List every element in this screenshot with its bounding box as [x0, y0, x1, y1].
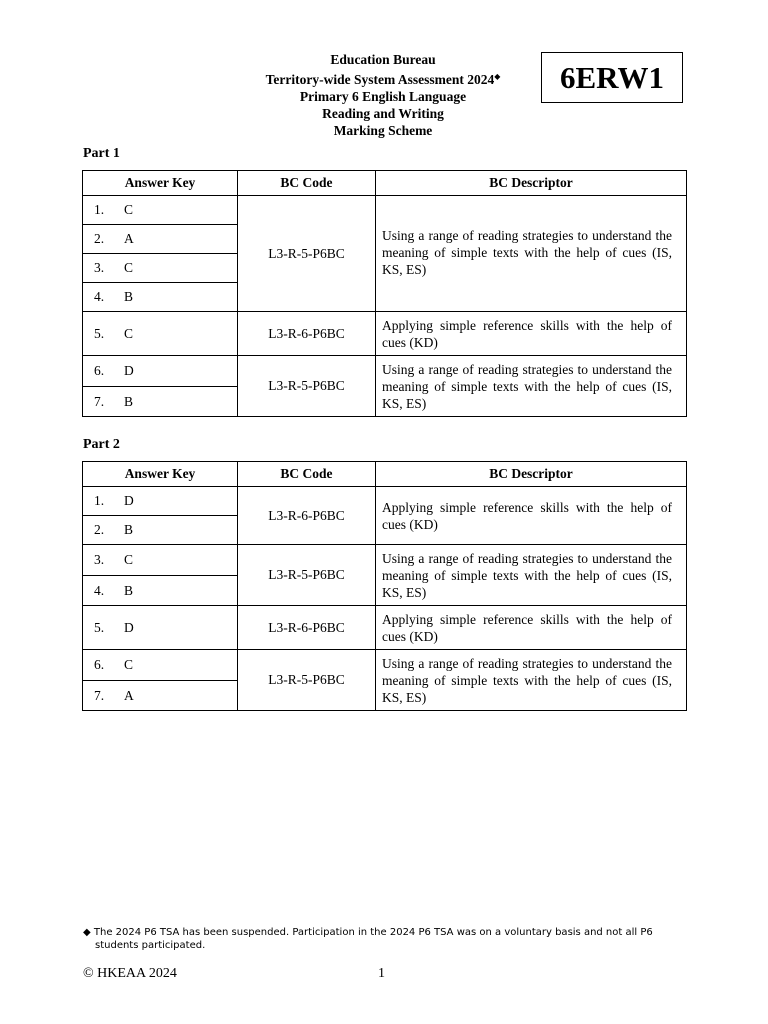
bc-descriptor-cell: Using a range of reading strategies to understand the meaning of simple texts with the help of cues (IS, KS, ES) — [376, 356, 687, 417]
answer-key-cell — [83, 225, 238, 254]
header-line-paper: Reading and Writing — [322, 106, 444, 121]
question-number: 2. — [94, 231, 105, 246]
answer-key-cell — [83, 312, 238, 356]
answer-key-cell — [83, 516, 238, 545]
bc-code-cell: L3-R-5-P6BC — [238, 545, 376, 606]
part1-header-row — [83, 171, 687, 196]
answer-key-cell — [83, 606, 238, 650]
header-line-doc-type: Marking Scheme — [333, 123, 433, 138]
answer-letter: C — [124, 325, 134, 341]
answer-letter: D — [124, 363, 134, 378]
answer-key-cell — [83, 356, 238, 387]
question-number: 7. — [94, 687, 105, 703]
bc-code-cell: L3-R-5-P6BC — [238, 650, 376, 711]
bc-code-cell: L3-R-6-P6BC — [238, 312, 376, 356]
answer-letter: B — [124, 289, 134, 304]
document-header — [200, 51, 566, 139]
answer-letter: C — [124, 657, 134, 672]
col-header-bc-code: BC Code — [238, 171, 376, 196]
part2-header-row — [83, 462, 687, 487]
bc-descriptor-cell: Using a range of reading strategies to understand the meaning of simple texts with the help of cues (IS, KS, ES) — [376, 196, 687, 312]
bc-descriptor-cell: Applying simple reference skills with the help of cues (KD) — [376, 487, 687, 545]
bc-descriptor-cell: Applying simple reference skills with the help of cues (KD) — [376, 606, 687, 650]
part1-heading: Part 1 — [83, 146, 120, 161]
answer-letter: B — [124, 522, 134, 537]
answer-key-cell — [83, 576, 238, 606]
answer-key-cell — [83, 254, 238, 283]
question-number: 4. — [94, 289, 105, 304]
answer-key-cell — [83, 196, 238, 225]
col-header-answer-key: Answer Key — [83, 462, 238, 487]
answer-key-cell — [83, 545, 238, 576]
col-header-bc-code: BC Code — [238, 462, 376, 487]
bc-code-cell: L3-R-5-P6BC — [238, 196, 376, 312]
col-header-bc-descriptor: BC Descriptor — [376, 462, 687, 487]
part1-table — [82, 170, 687, 417]
answer-key-cell — [83, 681, 238, 711]
header-footnote-mark: ◆ — [494, 72, 501, 81]
answer-letter: D — [124, 619, 134, 635]
part2-heading: Part 2 — [83, 437, 120, 452]
answer-letter: C — [124, 202, 134, 217]
answer-key-cell — [83, 387, 238, 417]
footnote-marker-icon: ◆ — [83, 927, 91, 938]
copyright: © HKEAA 2024 — [83, 966, 177, 981]
bc-code-cell: L3-R-6-P6BC — [238, 606, 376, 650]
answer-letter: D — [124, 493, 134, 508]
table-row — [83, 650, 687, 681]
question-number: 4. — [94, 582, 105, 598]
bc-descriptor-cell: Using a range of reading strategies to understand the meaning of simple texts with the help of cues (IS, KS, ES) — [376, 650, 687, 711]
paper-code-box: 6ERW1 — [541, 52, 683, 103]
answer-letter: B — [124, 582, 134, 598]
question-number: 5. — [94, 325, 105, 341]
question-number: 1. — [94, 202, 105, 217]
question-number: 3. — [94, 260, 105, 275]
answer-letter: C — [124, 552, 134, 567]
answer-letter: A — [124, 231, 134, 246]
answer-letter: B — [124, 393, 134, 409]
header-line-org: Education Bureau — [330, 52, 436, 67]
bc-descriptor-cell: Using a range of reading strategies to understand the meaning of simple texts with the help of cues (IS, KS, ES) — [376, 545, 687, 606]
header-line-assessment — [200, 68, 566, 88]
answer-letter: A — [124, 687, 134, 703]
header-assessment-title: Territory-wide System Assessment 2024 — [265, 72, 495, 87]
question-number: 2. — [94, 522, 105, 537]
answer-key-cell — [83, 283, 238, 312]
footnote-text: The 2024 P6 TSA has been suspended. Participation in the 2024 P6 TSA was on a voluntary basis and not all P6 students participated. — [93, 927, 653, 951]
question-number: 6. — [94, 657, 105, 672]
footnote — [83, 927, 695, 952]
table-row — [83, 606, 687, 650]
question-number: 5. — [94, 619, 105, 635]
header-line-subject: Primary 6 English Language — [299, 89, 467, 104]
question-number: 1. — [94, 493, 105, 508]
table-row — [83, 312, 687, 356]
question-number: 6. — [94, 363, 105, 378]
part2-table — [82, 461, 687, 711]
bc-code-cell: L3-R-6-P6BC — [238, 487, 376, 545]
col-header-bc-descriptor: BC Descriptor — [376, 171, 687, 196]
answer-key-cell — [83, 487, 238, 516]
question-number: 7. — [94, 393, 105, 409]
bc-code-cell: L3-R-5-P6BC — [238, 356, 376, 417]
table-row — [83, 487, 687, 516]
question-number: 3. — [94, 552, 105, 567]
table-row — [83, 545, 687, 576]
answer-letter: C — [124, 260, 134, 275]
col-header-answer-key: Answer Key — [83, 171, 238, 196]
answer-key-cell — [83, 650, 238, 681]
page-number: 1 — [378, 966, 385, 981]
bc-descriptor-cell: Applying simple reference skills with the help of cues (KD) — [376, 312, 687, 356]
table-row — [83, 196, 687, 225]
table-row — [83, 356, 687, 387]
